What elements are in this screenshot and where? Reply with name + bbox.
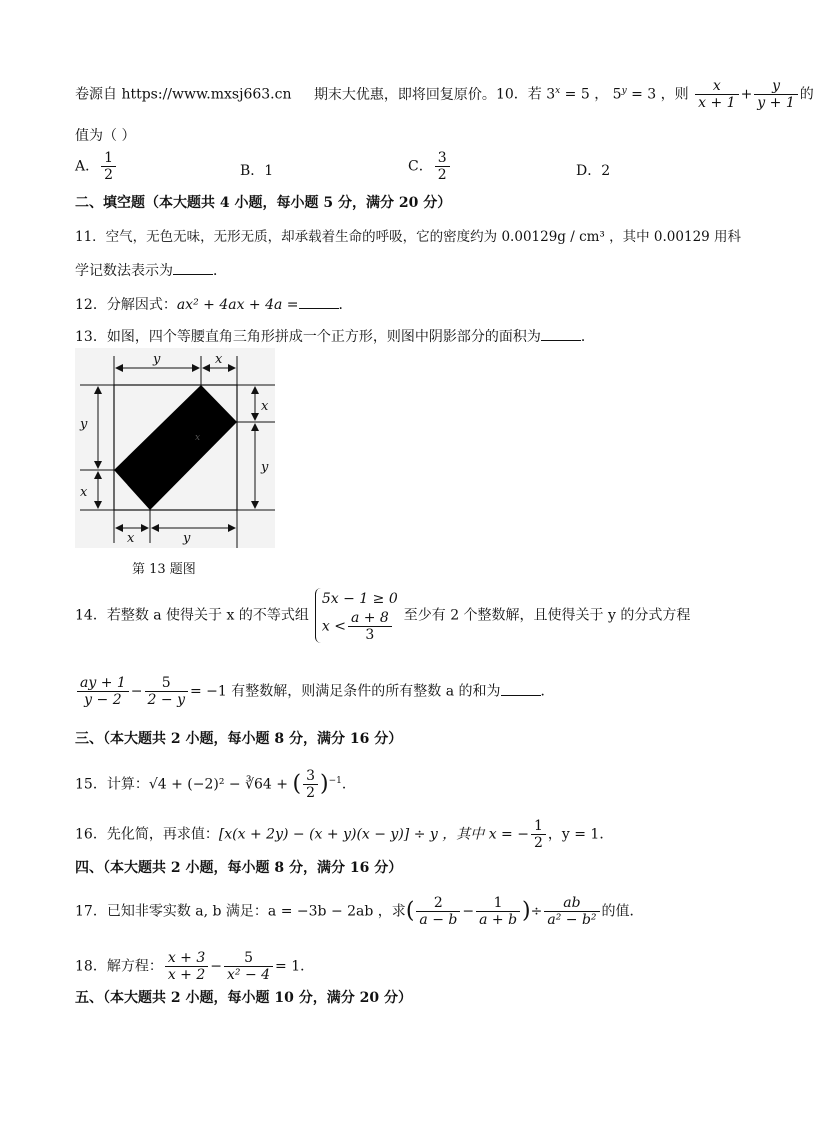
q13-answer-blank [541, 326, 581, 341]
q10-cond1-rest: = 5 ， [560, 86, 609, 103]
label-top-y: y [153, 352, 161, 367]
option-d: D．2 [576, 163, 611, 179]
q10-cond2-base: 5 [612, 86, 622, 103]
section4-title: 四、（本大题共 2 小题，每小题 8 分，满分 16 分） [75, 860, 403, 876]
q11-line1: 11．空气，无色无味，无形无质，却承载着生命的呼吸，它的密度约为 0.00129g / cm³ ，其中 0.00129 用科 [75, 229, 742, 245]
option-c: C． $\frac{3}{2}$ [408, 150, 452, 183]
q10-suffix: 的 [799, 86, 814, 103]
q14-answer-blank [501, 681, 541, 696]
label-bottom-y: y [183, 531, 191, 546]
q10-line2: 值为（ ） [75, 128, 136, 144]
label-right-x: x [261, 399, 269, 414]
q13-figure [75, 348, 275, 548]
q12-line: 12．分解因式：ax² + 4ax + 4a = ． [75, 294, 353, 315]
q10-fraction-2: $\frac{y}{y + 1}$ [754, 78, 797, 111]
option-a: A． $\frac{1}{2}$ [75, 150, 118, 183]
figure-caption: 第 13 题图 [132, 562, 196, 577]
q14-line2: $\frac{ay + 1}{y - 2}$ − $\frac{5}{2 - y}$ = −1 有整数解，则满足条件的所有整数 a 的和为 ． [75, 675, 555, 708]
q10-cond1-base: 3 [546, 86, 556, 103]
promo-text: 期末大优惠，即将回复原价。 [313, 86, 496, 103]
q10-cond2-exp: y [621, 85, 627, 96]
q14-inequality-system: 5x − 1 ≥ 0 x < $\frac{a + 8}{3}$ [315, 588, 398, 643]
q10-fraction-1: $\frac{x}{x + 1}$ [695, 78, 738, 111]
q11-answer-blank [173, 260, 213, 275]
q14-line1: 14．若整数 a 使得关于 x 的不等式组 5x − 1 ≥ 0 x < $\frac{a + 8}{3}$ 至少有 2 个整数解，且使得关于 y 的分式方程 [75, 588, 690, 643]
label-top-x: x [215, 352, 223, 367]
q18-line: 18．解方程： $\frac{x + 3}{x + 2}$ − $\frac{5}{\text{x² − 4}}$ = 1． [75, 950, 315, 983]
section2-title: 二、填空题（本大题共 4 小题，每小题 5 分，满分 20 分） [75, 195, 452, 211]
label-center: x [195, 433, 201, 443]
label-left-y: y [80, 417, 88, 432]
section5-title: 五、（本大题共 2 小题，每小题 10 分，满分 20 分） [75, 990, 412, 1006]
q12-answer-blank [299, 294, 339, 309]
q10-cond1-exp: x [555, 85, 561, 96]
q10-prefix: 10．若 [495, 86, 547, 103]
q17-line: 17．已知非零实数 a, b 满足：a = −3b − 2ab ，求( $\frac{2}{a - b}$ − $\frac{1}{a + b}$ )÷ $\frac{ab}{\text{a² − b²}}$ 的值． [75, 895, 644, 928]
label-right-y: y [261, 460, 269, 475]
q10-line [75, 78, 814, 111]
option-b: B．1 [240, 163, 274, 179]
source-text: 卷源自 https://www.mxsj663.cn [75, 86, 292, 103]
q10-cond2-rest: = 3 ，则 [626, 86, 689, 103]
q13-line: 13．如图，四个等腰直角三角形拼成一个正方形，则图中阴影部分的面积为 ． [75, 326, 595, 347]
label-bottom-x: x [127, 531, 135, 546]
q11-line2: 学记数法表示为 ． [75, 260, 227, 281]
label-left-x: x [80, 485, 88, 500]
q16-line: 16．先化简，再求值：[x(x + 2y) − (x + y)(x − y)] ÷ y ，其中 x = − $\frac{1}{2}$ ，y = 1． [75, 818, 614, 851]
q15-line: 15．计算：√4 + (−2)² − ∛64 + ( $\frac{3}{2}$ )$^{-1}$． [75, 768, 356, 801]
section3-title: 三、（本大题共 2 小题，每小题 8 分，满分 16 分） [75, 731, 403, 747]
q10-plus: + [740, 86, 753, 103]
